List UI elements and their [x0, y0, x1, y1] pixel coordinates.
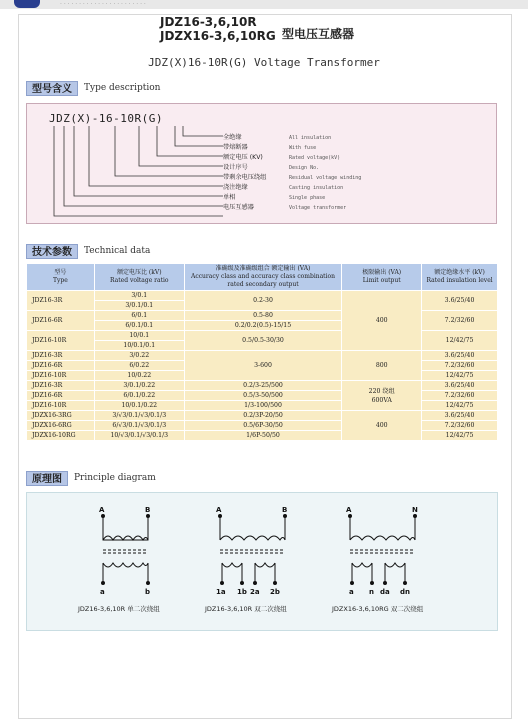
table-row: JDZ16-3R 3/0.1 0.2-30 400 3.6/25/40: [27, 291, 498, 301]
title-line-1: JDZ16-3,6,10R: [160, 15, 257, 29]
model-code: JDZ(X)-16-10R(G): [49, 112, 163, 125]
item-chinese: 全绝缘: [223, 134, 242, 141]
terminal-label: N: [412, 506, 418, 514]
item-english: Residual voltage winding: [289, 175, 362, 181]
terminal-label: n: [369, 588, 374, 596]
table-row: JDZX16-6RG 6/√3/0.1/√3/0.1/3 0.5/6P-30/50 7.2/32/60: [27, 421, 498, 431]
item-chinese: 带熔断器: [223, 144, 248, 151]
terminal-label: a: [100, 588, 105, 596]
item-english: Casting insulation: [289, 185, 344, 191]
top-banner-text: · · · · · · · · · · · · · · · · · · · · · · ·: [60, 1, 146, 8]
item-english: Voltage transformer: [289, 205, 347, 211]
table-row: JDZ16-6R 6/0.1/0.22 0.5/3-50/500 7.2/32/60: [27, 391, 498, 401]
item-chinese: 额定电压 (KV): [223, 154, 263, 161]
terminal-label: B: [282, 506, 288, 514]
table-row: 10/0.1/0.1: [27, 341, 498, 351]
terminal-label: 1b: [237, 588, 247, 596]
column-header: 极限输出 (VA) Limit output: [342, 264, 422, 291]
column-header: 型号 Type: [27, 264, 95, 291]
terminal-label: b: [145, 588, 151, 596]
item-english: All insulation: [289, 135, 332, 141]
table-row: JDZX16-3RG 3/√3/0.1/√3/0.1/3 0.2/3P-20/50 400 3.6/25/40: [27, 411, 498, 421]
diagram-caption: JDZ16-3,6,10R 双二次绕组: [205, 605, 287, 613]
terminal-label: A: [216, 506, 222, 514]
terminal-label: a: [349, 588, 354, 596]
section-tag: 技术参数: [26, 244, 78, 259]
terminal-label: A: [99, 506, 105, 514]
item-english: Single phase: [289, 195, 326, 201]
item-english: With fuse: [289, 145, 317, 151]
column-header: 额定绝缘水平 (kV) Rated insulation level: [422, 264, 498, 291]
column-header: 额定电压比 (kV) Rated voltage ratio: [94, 264, 184, 291]
terminal-label: dn: [400, 588, 410, 596]
terminal-label: B: [145, 506, 151, 514]
diagram-caption: JDZ16-3,6,10R 单二次绕组: [78, 605, 160, 613]
table-row: JDZ16-6R 6/0.22 7.2/32/60: [27, 361, 498, 371]
diagram-double-secondary: [219, 515, 287, 585]
table-row: JDZ16-3R 3/0.1/0.22 0.2/3-25/500 220 绕组 600VA 3.6/25/40: [27, 381, 498, 391]
item-chinese: 电压互感器: [223, 204, 254, 211]
terminal-label: 1a: [216, 588, 226, 596]
table-row: JDZ16-6R 6/0.1 0.5-80 7.2/32/60: [27, 311, 498, 321]
title-line-2: JDZX16-3,6,10RG: [160, 29, 276, 43]
table-row: JDZ16-3R 3/0.22 3-600 800 3.6/25/40: [27, 351, 498, 361]
terminal-label: A: [346, 506, 352, 514]
table-row: 3/0.1/0.1: [27, 301, 498, 311]
item-chinese: 单相: [223, 194, 236, 201]
item-english: Design No.: [289, 165, 320, 171]
section-english: Type description: [84, 83, 161, 93]
terminal-label: da: [380, 588, 390, 596]
item-chinese: 带剩余电压绕组: [223, 174, 267, 181]
table-row: JDZ16-10R 10/0.1/0.22 1/3-100/500 12/42/75: [27, 401, 498, 411]
subtitle: JDZ(X)16-10R(G) Voltage Transformer: [148, 56, 380, 69]
item-chinese: 设计序号: [223, 164, 248, 171]
diagram-caption: JDZX16-3,6,10RG 双二次绕组: [332, 605, 424, 613]
section-english: Technical data: [84, 246, 151, 256]
diagram-residual-secondary: [349, 515, 417, 585]
section-tag: 型号含义: [26, 81, 78, 96]
section-english: Principle diagram: [74, 473, 156, 483]
section-tag: 原理图: [26, 471, 68, 486]
table-row: JDZ16-10R 10/0.22 12/42/75: [27, 371, 498, 381]
column-header: 准确级及准确级组合 额定输出 (VA) Accuracy class and accuracy class combination rated secondary output: [184, 264, 342, 291]
table-row: JDZX16-10RG 10/√3/0.1/√3/0.1/3 1/6P-50/50 12/42/75: [27, 431, 498, 441]
table-row: 6/0.1/0.1 0.2/0.2(0.5)-15/15: [27, 321, 498, 331]
item-chinese: 浇注绝缘: [223, 184, 248, 191]
item-english: Rated voltage(kV): [289, 155, 341, 161]
terminal-label: 2a: [250, 588, 260, 596]
terminal-label: 2b: [270, 588, 280, 596]
title-suffix: 型电压互感器: [282, 27, 355, 41]
diagram-single-secondary: [102, 515, 150, 585]
table-row: JDZ16-10R 10/0.1 0.5/0.5-30/30 12/42/75: [27, 331, 498, 341]
